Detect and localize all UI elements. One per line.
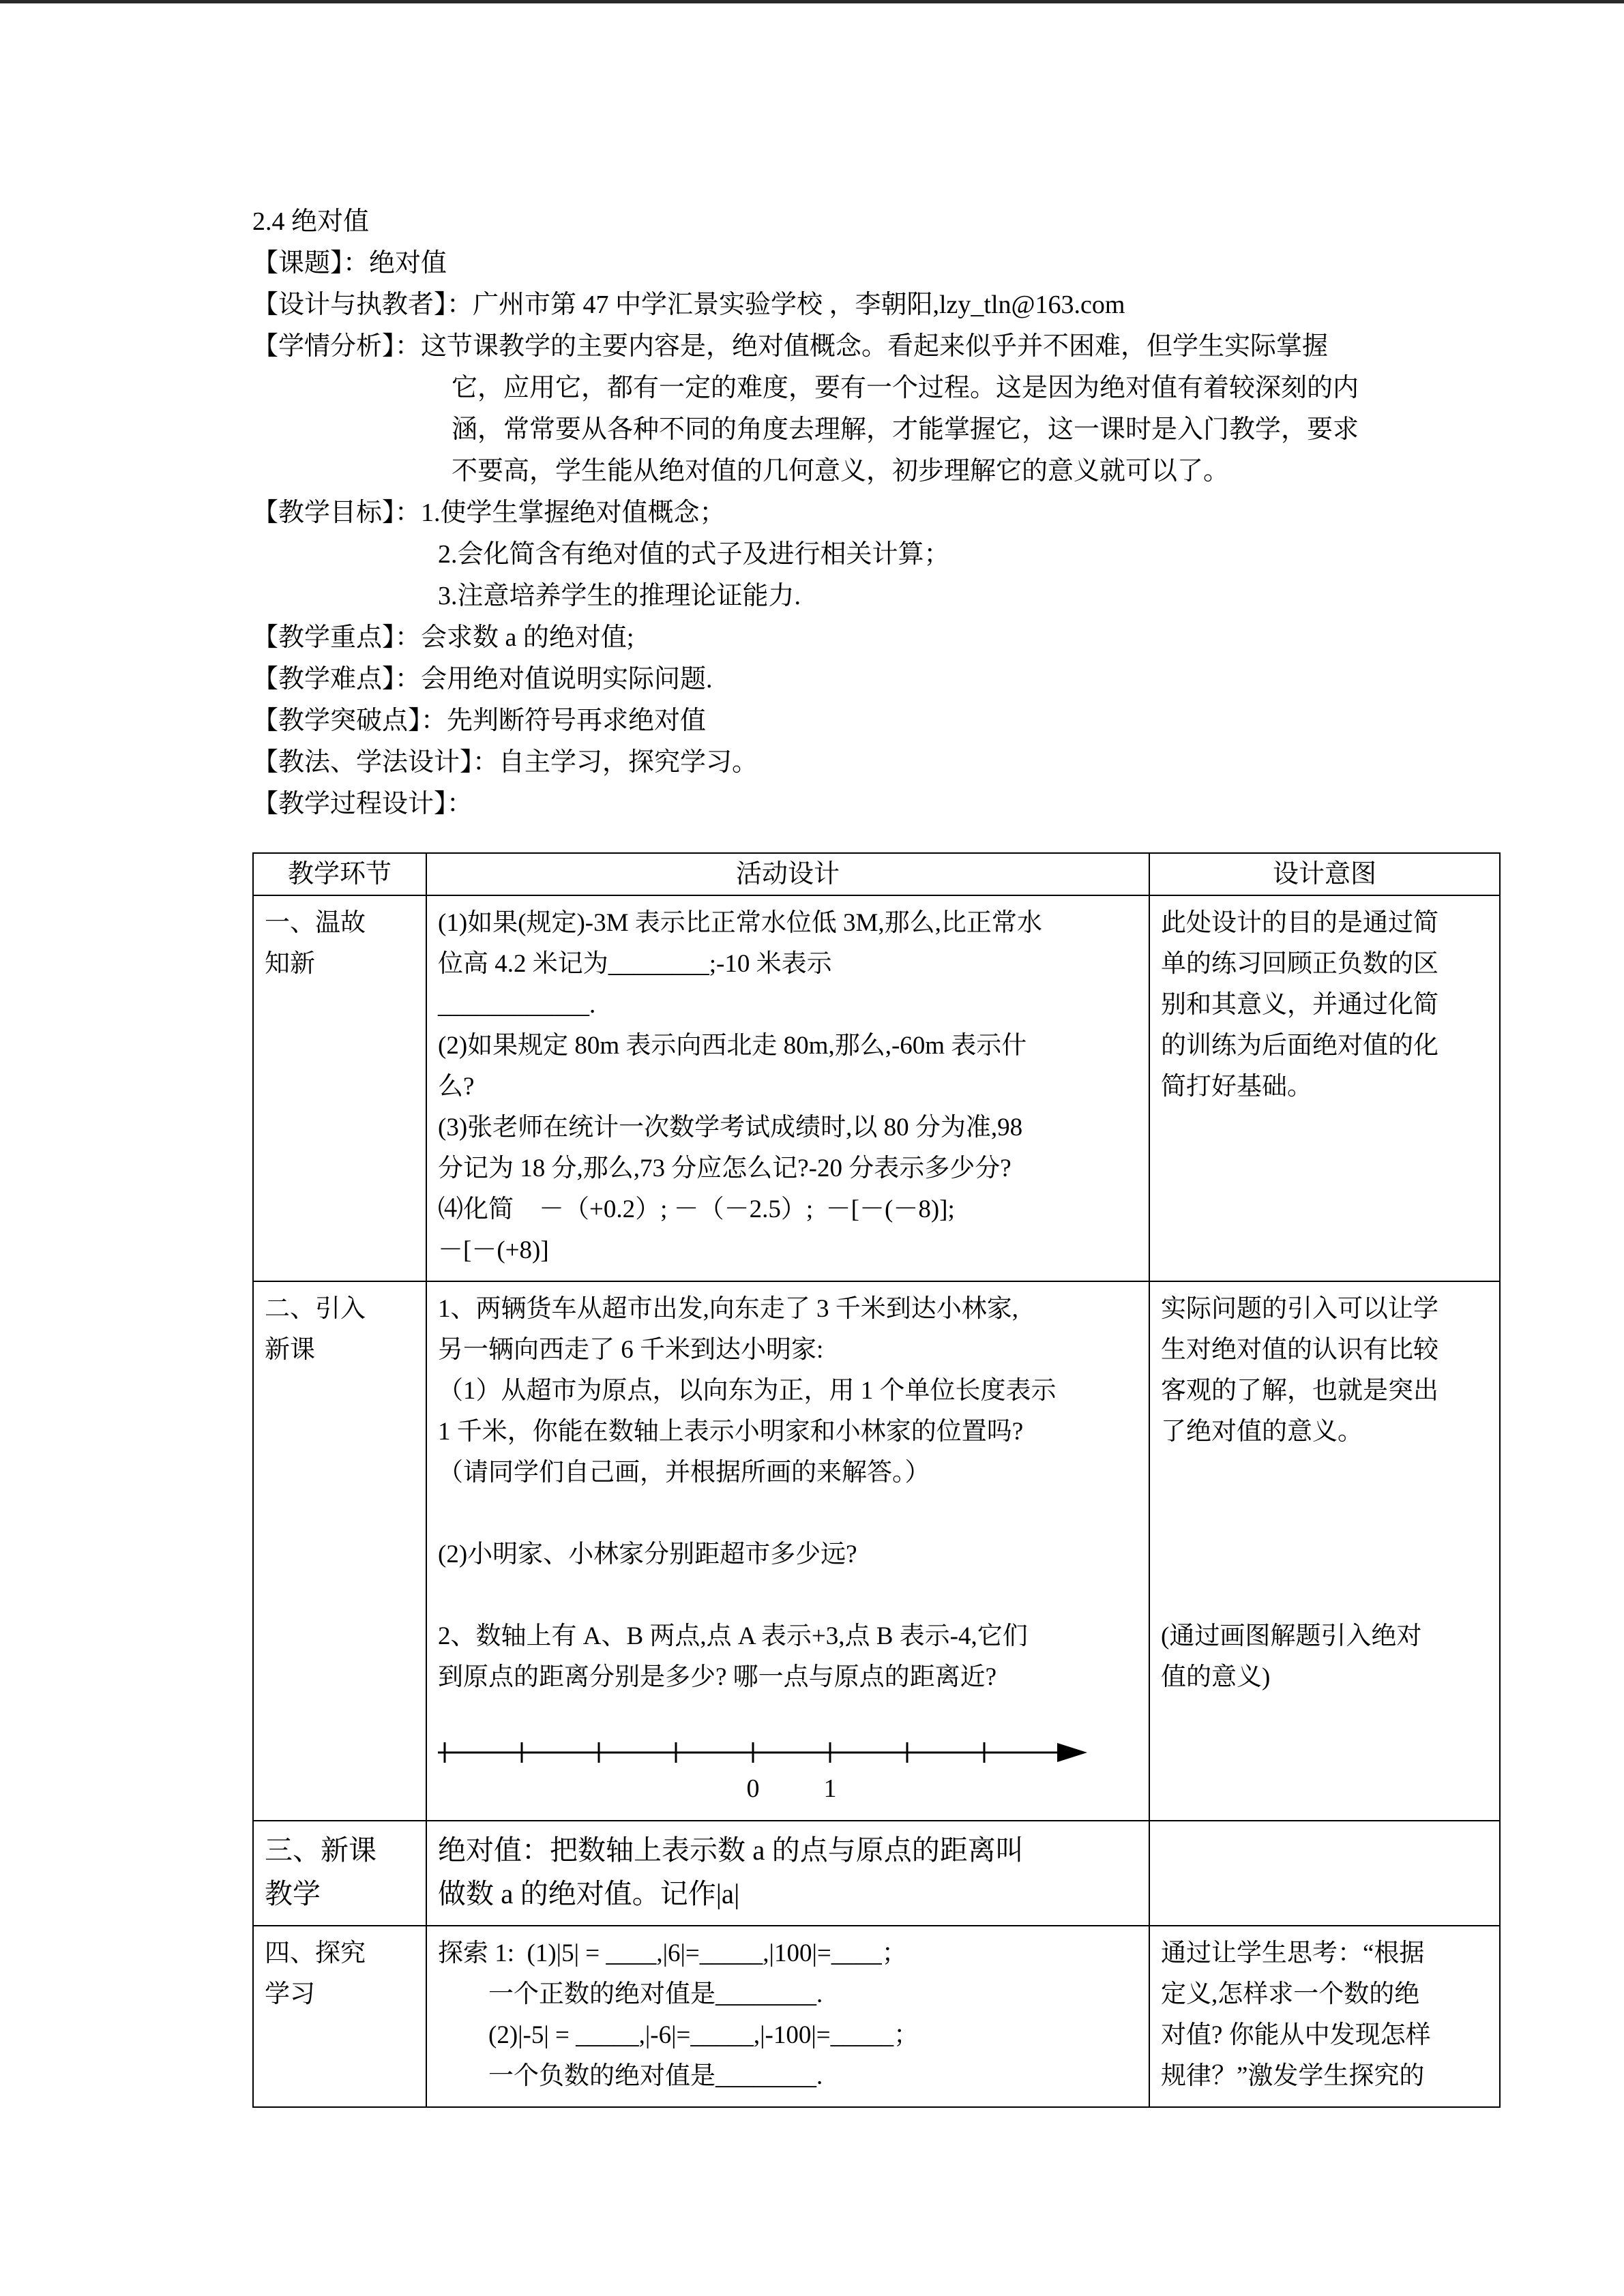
text-line: 值的意义) — [1161, 1663, 1271, 1691]
table-row-introduction — [253, 1281, 1500, 1821]
text-line: 分记为 18 分,那么,73 分应怎么记?-20 分表示多少分? — [438, 1154, 1012, 1182]
difficulty-line: 【教学难点】：会用绝对值说明实际问题. — [252, 665, 713, 694]
text-line: 学习 — [265, 1980, 315, 2008]
text-line — [1161, 1534, 1491, 1575]
tick-label-one: 1 — [823, 1774, 837, 1803]
text-line: 位高 4.2 米记为________;-10 米表示 — [438, 950, 832, 978]
text-line: 教学 — [265, 1878, 321, 1909]
designer-line: 【设计与执教者】：广州市第 47 中学汇景实验学校 ，李朝阳,lzy_tln@163.com — [252, 290, 1125, 319]
text-line: 生对绝对值的认识有比较 — [1161, 1336, 1438, 1364]
text-line: 一、温故 — [265, 909, 366, 937]
text-line: 单的练习回顾正负数的区 — [1161, 950, 1438, 978]
text-line — [1161, 1452, 1491, 1493]
text-line: 么? — [438, 1073, 475, 1101]
table-row-review — [253, 895, 1500, 1281]
tick-label-zero: 0 — [746, 1774, 760, 1803]
text-line: 1、两辆货车从超市出发,向东走了 3 千米到达小林家, — [438, 1295, 1018, 1323]
topic-line: 【课题】：绝对值 — [252, 249, 447, 278]
text-line: 了绝对值的意义。 — [1161, 1418, 1363, 1446]
number-line-figure — [438, 1729, 1149, 1807]
text-line: 此处设计的目的是通过简 — [1161, 909, 1438, 937]
text-line: 另一辆向西走了 6 千米到达小明家: — [438, 1336, 824, 1364]
text-line: 知新 — [265, 950, 315, 978]
intent-cell — [1149, 1821, 1500, 1926]
breakthrough-line: 【教学突破点】：先判断符号再求绝对值 — [252, 706, 707, 735]
text-line: 规律？”激发学生探究的 — [1161, 2062, 1425, 2090]
doc-title: 2.4 绝对值 — [252, 207, 370, 236]
col-header-activity: 活动设计 — [426, 853, 1149, 895]
text-line: 对值? 你能从中发现怎样 — [1161, 2021, 1431, 2049]
text-line: 二、引入 — [265, 1295, 366, 1323]
col-header-stage: 教学环节 — [253, 853, 426, 895]
intent-cell — [1149, 895, 1500, 1281]
text-line: (2)|-5| = _____,|-6|=_____,|-100|=_____； — [438, 2021, 919, 2049]
text-line: 实际问题的引入可以让学 — [1161, 1295, 1438, 1323]
text-line: 通过让学生思考：“根据 — [1161, 1939, 1425, 1967]
key-point-line: 【教学重点】：会求数 a 的绝对值; — [252, 623, 634, 652]
text-line: 做数 a 的绝对值。记作|a| — [438, 1878, 740, 1909]
text-line: 客观的了解，也就是突出 — [1161, 1377, 1438, 1405]
text-line: ____________. — [438, 991, 596, 1019]
text-line: (3)张老师在统计一次数学考试成绩时,以 80 分为准,98 — [438, 1114, 1023, 1142]
method-line: 【教法、学法设计】：自主学习，探究学习。 — [252, 748, 758, 777]
intent-cell — [1149, 1281, 1500, 1821]
table-header-row — [253, 853, 1500, 895]
col-header-intent: 设计意图 — [1149, 853, 1500, 895]
text-line: －[－(+8)] — [438, 1236, 549, 1264]
text-line — [438, 1575, 1140, 1616]
text-line: 四、探究 — [265, 1939, 366, 1967]
text-line: (2)如果规定 80m 表示向西北走 80m,那么,-60m 表示什 — [438, 1032, 1027, 1060]
text-line: 2、数轴上有 A、B 两点,点 A 表示+3,点 B 表示-4,它们 — [438, 1622, 1028, 1650]
document-content — [252, 201, 1501, 2108]
text-line: （1）从超市为原点，以向东为正，用 1 个单位长度表示 — [438, 1377, 1057, 1405]
analysis-line-2: 它，应用它，都有一定的难度，要有一个过程。这是因为绝对值有着较深刻的内 — [452, 374, 1359, 402]
goals-line-1: 【教学目标】：1.使学生掌握绝对值概念； — [252, 498, 726, 527]
text-line — [438, 1493, 1140, 1534]
analysis-line-4: 不要高，学生能从绝对值的几何意义，初步理解它的意义就可以了。 — [452, 457, 1230, 486]
activity-cell — [426, 895, 1149, 1281]
text-line: (通过画图解题引入绝对 — [1161, 1622, 1422, 1650]
intent-cell — [1149, 1926, 1500, 2107]
text-line: 绝对值：把数轴上表示数 a 的点与原点的距离叫 — [438, 1834, 1024, 1866]
process-line: 【教学过程设计】： — [252, 790, 473, 818]
text-line: 定义,怎样求一个数的绝 — [1161, 1980, 1420, 2008]
text-line: 三、新课 — [265, 1834, 377, 1866]
table-row-new-lesson — [253, 1821, 1500, 1926]
text-line: (2)小明家、小林家分别距超市多少远? — [438, 1540, 857, 1568]
text-line: 到原点的距离分别是多少? 哪一点与原点的距离近? — [438, 1663, 997, 1691]
arrowhead-right-icon — [1057, 1743, 1087, 1762]
stage-cell — [253, 895, 426, 1281]
activity-cell — [426, 1926, 1149, 2107]
text-line: 探索 1: (1)|5| = ____,|6|=_____,|100|=____； — [438, 1939, 907, 1967]
text-line — [1161, 1575, 1491, 1616]
text-line: 一个负数的绝对值是________. — [438, 2062, 823, 2090]
text-line — [1161, 1493, 1491, 1534]
analysis-line-1: 【学情分析】：这节课教学的主要内容是，绝对值概念。看起来似乎并不困难，但学生实际掌握 — [252, 332, 1329, 361]
text-line: 简打好基础。 — [1161, 1073, 1312, 1101]
activity-cell — [426, 1281, 1149, 1821]
stage-cell — [253, 1926, 426, 2107]
text-line: (1)如果(规定)-3M 表示比正常水位低 3M,那么,比正常水 — [438, 909, 1042, 937]
table-row-exploration — [253, 1926, 1500, 2107]
stage-cell — [253, 1281, 426, 1821]
text-line: ⑷化简 －（+0.2）; －（－2.5）; －[－(－8)]; — [438, 1195, 955, 1223]
text-line: 一个正数的绝对值是________. — [438, 1980, 823, 2008]
stage-cell — [253, 1821, 426, 1926]
goals-line-2: 2.会化简含有绝对值的式子及进行相关计算； — [438, 540, 950, 569]
analysis-line-3: 涵，常常要从各种不同的角度去理解，才能掌握它，这一课时是入门教学，要求 — [452, 415, 1359, 444]
text-line: （请同学们自己画，并根据所画的来解答。） — [438, 1459, 930, 1487]
text-line: 1 千米，你能在数轴上表示小明家和小林家的位置吗? — [438, 1418, 1024, 1446]
text-line: 新课 — [265, 1336, 315, 1364]
window-top-edge — [0, 0, 1624, 3]
text-line: 的训练为后面绝对值的化 — [1161, 1032, 1438, 1060]
activity-cell — [426, 1821, 1149, 1926]
text-line: 别和其意义，并通过化简 — [1161, 991, 1438, 1019]
lesson-plan-table — [252, 852, 1501, 2108]
goals-line-3: 3.注意培养学生的推理论证能力. — [438, 582, 801, 610]
